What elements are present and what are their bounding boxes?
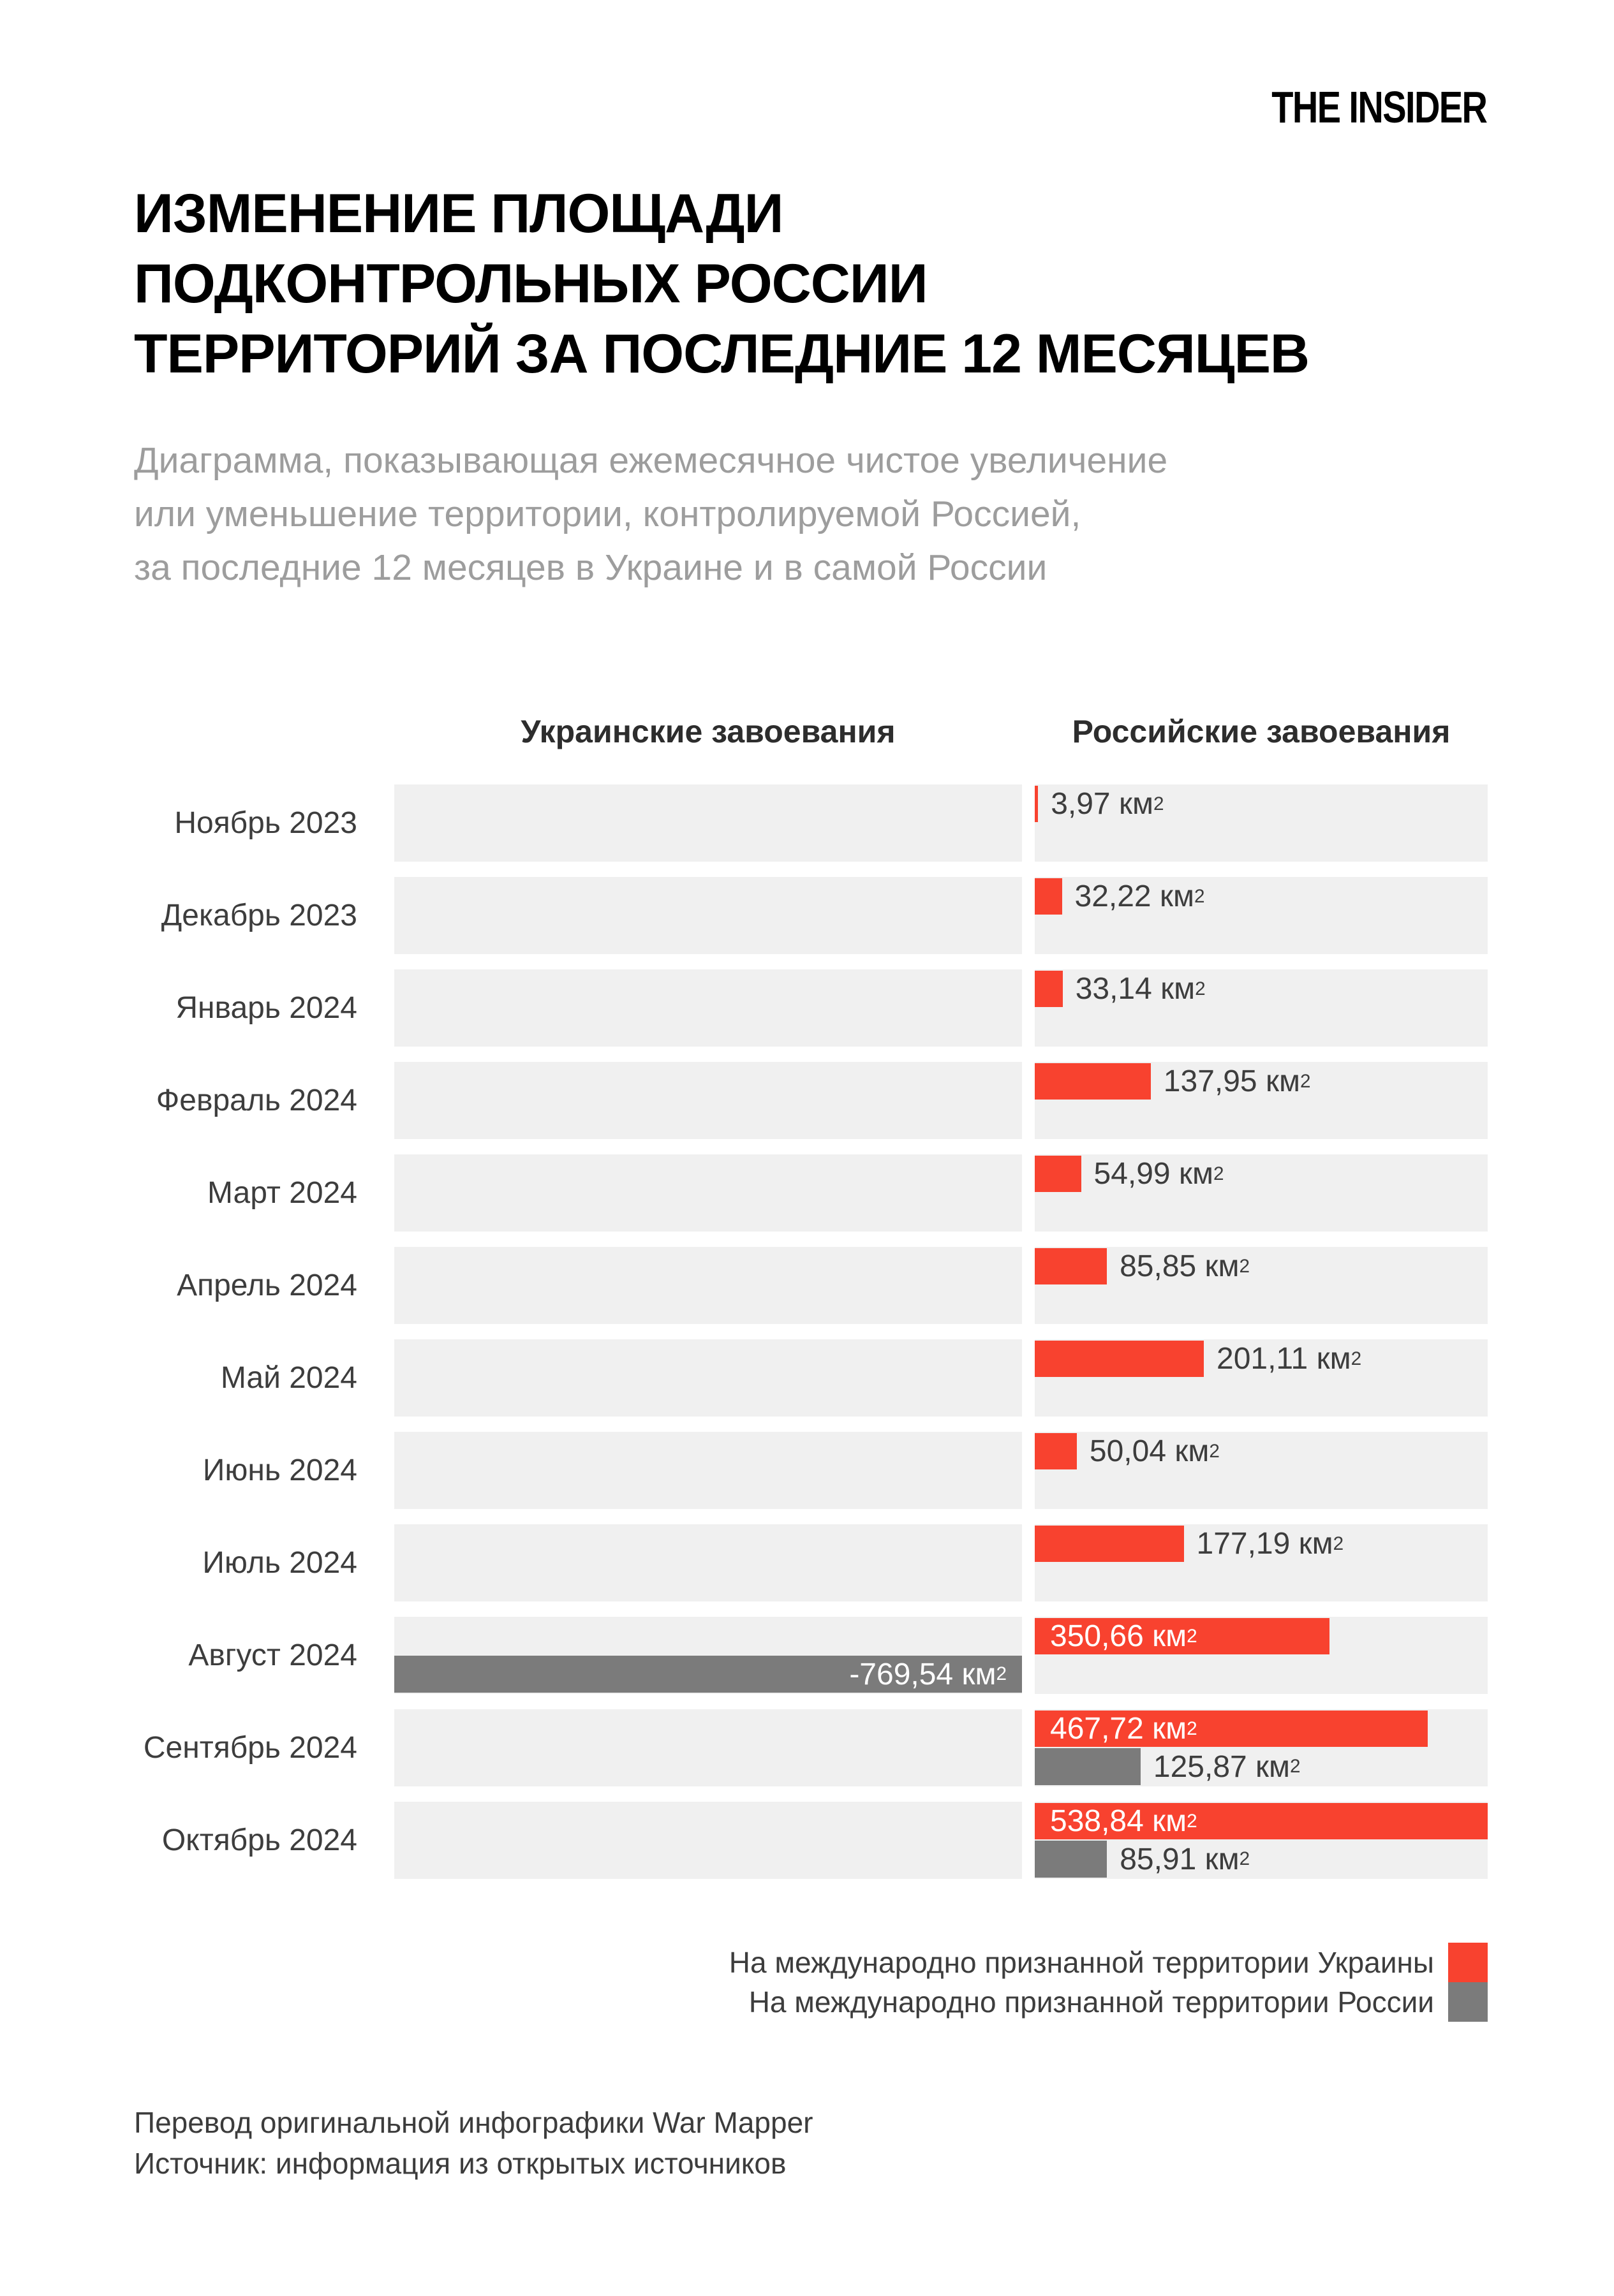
month-label: Март 2024 xyxy=(207,1176,357,1210)
ukraine-gains-bar xyxy=(1035,971,1063,1007)
band-left-zone xyxy=(394,1247,1022,1324)
chart-row xyxy=(177,1247,1488,1324)
footer-source-line: Источник: информация из открытых источников xyxy=(134,2147,787,2180)
page-subtitle-line-3: за последние 12 месяцев в Украине и в самой России xyxy=(134,547,1048,588)
page-subtitle-line-1: Диаграмма, показывающая ежемесячное чистое увеличение xyxy=(134,440,1168,481)
value-label: 538,84 км 2 xyxy=(1050,1804,1197,1838)
footer xyxy=(134,2102,813,2184)
value-label: 33,14 км 2 xyxy=(1075,972,1206,1006)
month-label: Январь 2024 xyxy=(175,991,357,1025)
value-label: 54,99 км 2 xyxy=(1093,1157,1224,1191)
band-left-zone xyxy=(394,784,1022,862)
band-left-zone xyxy=(394,877,1022,954)
page-title xyxy=(134,179,1309,389)
chart-row xyxy=(202,1524,1488,1601)
month-label: Апрель 2024 xyxy=(177,1269,357,1302)
ukraine-gains-bar xyxy=(1035,786,1038,822)
month-label: Июль 2024 xyxy=(202,1546,357,1580)
russia-gains-bar xyxy=(394,1656,1022,1693)
page-title-line-1: ИЗМЕНЕНИЕ ПЛОЩАДИ xyxy=(134,183,783,244)
value-label: 85,85 км 2 xyxy=(1120,1249,1250,1283)
band-left-zone xyxy=(394,1062,1022,1139)
footer-credit-line: Перевод оригинальной инфографики War Mapper xyxy=(134,2106,813,2139)
month-label: Октябрь 2024 xyxy=(161,1823,357,1857)
chart-row xyxy=(143,1709,1488,1786)
value-label: 467,72 км 2 xyxy=(1050,1712,1197,1746)
chart-row xyxy=(207,1154,1488,1232)
russia-gains-bar xyxy=(1035,1748,1141,1785)
chart-row xyxy=(174,784,1488,862)
chart-row xyxy=(220,1339,1488,1417)
ukraine-gains-bar xyxy=(1035,1711,1428,1747)
band-left-zone xyxy=(394,1802,1022,1879)
value-label: 201,11 км 2 xyxy=(1217,1342,1362,1376)
chart-row xyxy=(188,1617,1488,1694)
column-header-ukrainian-gains: Украинские завоевания xyxy=(521,714,896,749)
ukraine-gains-bar xyxy=(1035,878,1062,915)
ukraine-color-swatch xyxy=(1448,1943,1488,1982)
ukraine-gains-bar xyxy=(1035,1248,1107,1284)
ukraine-gains-bar xyxy=(1035,1433,1077,1469)
value-label: 177,19 км 2 xyxy=(1196,1527,1344,1561)
ukraine-gains-bar xyxy=(1035,1063,1151,1100)
band-left-zone xyxy=(394,1154,1022,1232)
legend xyxy=(729,1943,1488,2022)
month-label: Сентябрь 2024 xyxy=(143,1731,357,1765)
value-label: 32,22 км 2 xyxy=(1074,879,1205,913)
legend-label-ukraine: На международно признанной территории Украины xyxy=(729,1946,1434,1979)
band-left-zone xyxy=(394,969,1022,1047)
value-label: -769,54 км 2 xyxy=(849,1657,1007,1691)
legend-item-russia xyxy=(729,1982,1488,2022)
russia-gains-bar xyxy=(1035,1841,1107,1878)
russia-color-swatch xyxy=(1448,1982,1488,2022)
band-left-zone xyxy=(394,1524,1022,1601)
band-left-zone xyxy=(394,1432,1022,1509)
the-insider-logo: THE INSIDER xyxy=(1271,82,1486,132)
month-label: Февраль 2024 xyxy=(156,1084,357,1117)
band-left-zone xyxy=(394,1709,1022,1786)
month-label: Август 2024 xyxy=(188,1638,357,1672)
chart-row xyxy=(161,877,1488,954)
value-label: 3,97 км 2 xyxy=(1051,787,1164,821)
legend-label-russia: На международно признанной территории России xyxy=(748,1985,1434,2019)
page-title-line-2: ПОДКОНТРОЛЬНЫХ РОССИИ xyxy=(134,253,928,314)
value-label: 350,66 км 2 xyxy=(1050,1619,1197,1653)
value-label: 125,87 км 2 xyxy=(1153,1749,1301,1784)
chart-row xyxy=(175,969,1488,1047)
page-subtitle-line-2: или уменьшение территории, контролируемой Россией, xyxy=(134,494,1081,534)
chart-row xyxy=(156,1062,1488,1139)
month-label: Декабрь 2023 xyxy=(161,899,357,932)
value-label: 137,95 км 2 xyxy=(1163,1064,1311,1098)
value-label: 85,91 км 2 xyxy=(1120,1842,1250,1876)
page-subtitle xyxy=(134,434,1167,594)
ukraine-gains-bar xyxy=(1035,1156,1081,1192)
month-label: Май 2024 xyxy=(220,1361,357,1395)
ukraine-gains-bar xyxy=(1035,1803,1488,1839)
month-label: Июнь 2024 xyxy=(202,1453,357,1487)
bar-chart xyxy=(143,784,1488,1879)
legend-item-ukraine xyxy=(729,1943,1488,1982)
ukraine-gains-bar xyxy=(1035,1341,1204,1377)
chart-row xyxy=(202,1432,1488,1509)
ukraine-gains-bar xyxy=(1035,1526,1184,1562)
value-label: 50,04 км 2 xyxy=(1089,1434,1220,1468)
band-left-zone xyxy=(394,1339,1022,1417)
chart-row xyxy=(161,1802,1488,1879)
ukraine-gains-bar xyxy=(1035,1618,1329,1654)
month-label: Ноябрь 2023 xyxy=(174,806,357,840)
page-title-line-3: ТЕРРИТОРИЙ ЗА ПОСЛЕДНИЕ 12 МЕСЯЦЕВ xyxy=(134,323,1310,385)
column-header-russian-gains: Российские завоевания xyxy=(1072,714,1451,749)
